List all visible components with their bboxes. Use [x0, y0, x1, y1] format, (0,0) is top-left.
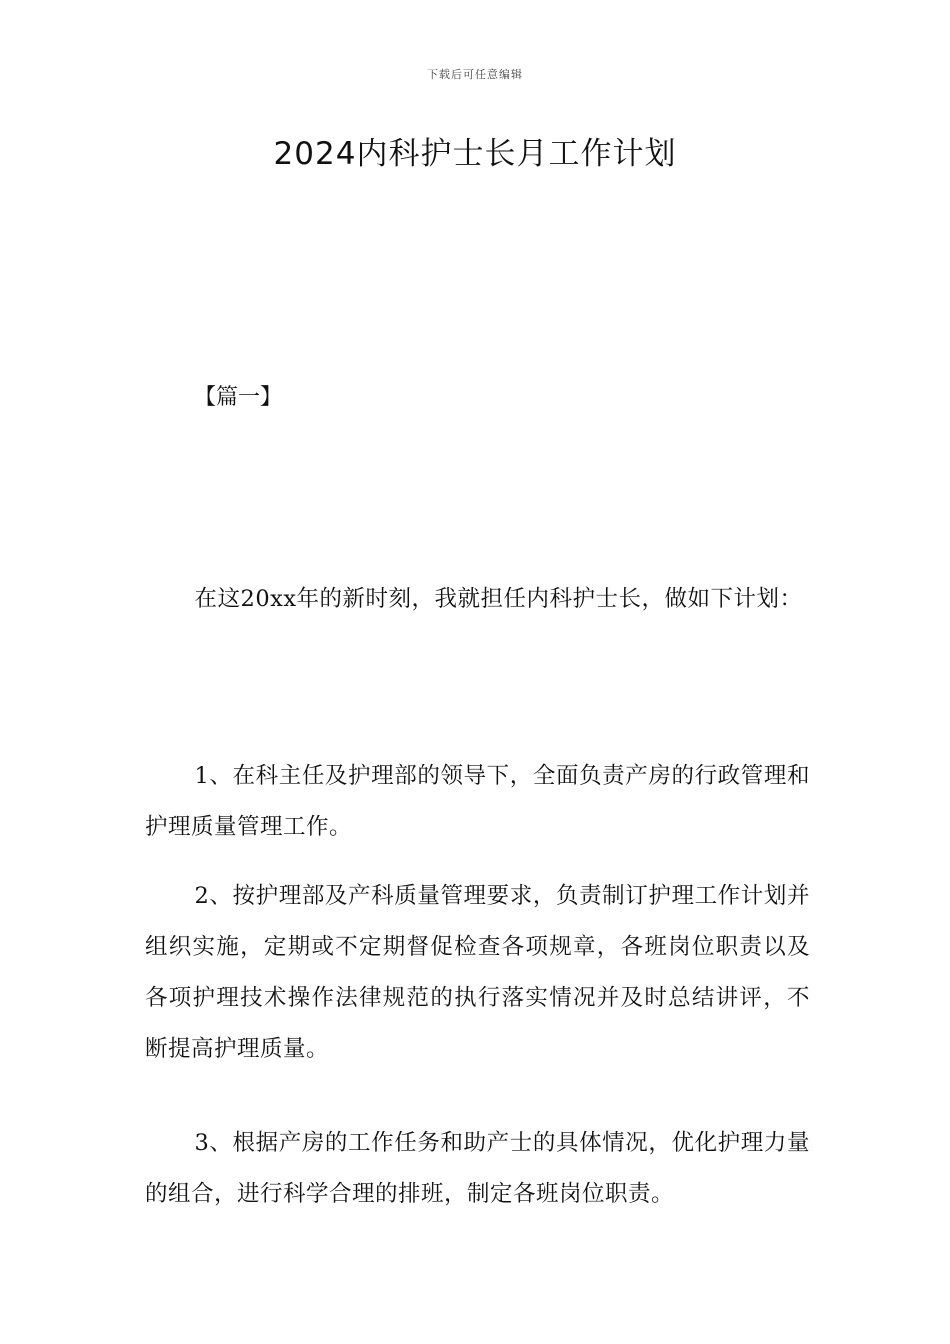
- paragraph-item-1: 1、在科主任及护理部的领导下，全面负责产房的行政管理和护理质量管理工作。: [145, 763, 810, 840]
- header-note: 下载后可任意编辑: [427, 68, 523, 81]
- paragraph-intro: 在这20xx年的新时刻，我就担任内科护士长，做如下计划：: [194, 586, 803, 612]
- section-label: 【篇一】: [194, 385, 283, 410]
- paragraph-item-3: 3、根据产房的工作任务和助产士的具体情况，优化护理力量的组合，进行科学合理的排班，制定各班岗位职责。: [145, 1130, 810, 1207]
- paragraph-item-2: 2、按护理部及产科质量管理要求，负责制订护理工作计划并组织实施，定期或不定期督促检查各项规章，各班岗位职责以及各项护理技术操作法律规范的执行落实情况并及时总结讲评，不断提高护理质量。: [145, 883, 810, 1062]
- document-title: 2024内科护士长月工作计划: [273, 136, 677, 172]
